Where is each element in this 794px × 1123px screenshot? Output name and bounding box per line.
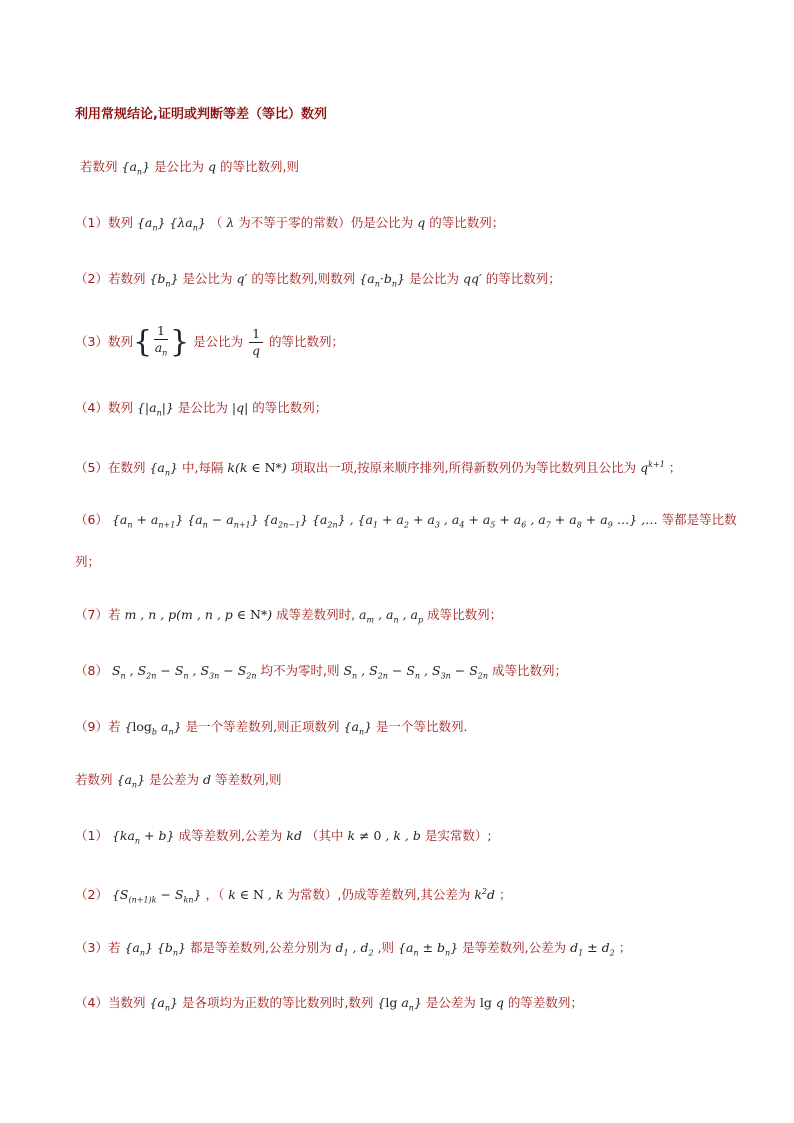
geo-item-1: （1）数列 $\{a_n\}$ $\{\lambda a_n\}$ （ λ 为不等于零的常数）仍是公比为 q 的等比数列； [75,215,505,233]
geo-item-6-cont: 列； [75,554,101,569]
ari-item-3: （3）若 $\{a_n\}$ $\{b_n\}$ 都是等差数列,公差分别为 $d_1$ , $d_2$ ,则 $\{a_n \pm b_n\}$ 是等差数列,公差为 $d_1 \pm d_2$ ； [75,940,632,958]
fraction-1-over-q: $\frac{1}{q}$ [249,326,263,359]
geo-item-6: （6） $\{a_n + a_{n+1}\} \{a_n - a_{n+1}\}$ $\{a_{2n-1}\}$ $\{a_{2n}\}$ , {$a_1 + a_2 + a_3$ , $a_4 + a_5 + a_6$ , $a_7 + a_8 + a_9$ …} ,… 等都是等比数 [75,512,737,530]
geometric-intro: 若数列 $\{a_n\}$ 是公比为 q 的等比数列,则 [80,159,299,177]
geo-item-4: （4）数列 $\{|a_n|\}$ 是公比为 |q| 的等比数列； [75,400,328,418]
geo-item-7: （7）若 m , n , p(m , n , p ∈ N*) 成等差数列时, $a_m$ , $a_n$ , $a_p$ 成等比数列； [75,607,503,625]
ari-item-2: （2） $\{S_{(n+1)k} - S_{kn}\}$ ，（ k ∈ N , k 为常数）,仍成等差数列,其公差为 $k^2d$ ； [75,887,512,905]
geo-item-3: （3）数列{ $\frac{1}{a_n}$ } 是公比为 $\frac{1}{q}$ 的等比数列； [75,322,734,363]
geo-item-5: （5）在数列 $\{a_n\}$ 中,每隔 k(k ∈ N*) 项取出一项,按原来顺序排列,所得新数列仍为等比数列且公比为 $q^{k+1}$ ； [75,460,682,478]
ari-item-4: （4）当数列 $\{a_n\}$ 是各项均为正数的等比数列时,数列 {lg $a_n$} 是公差为 lg q 的等差数列； [75,995,583,1013]
section-title: 利用常规结论,证明或判断等差（等比）数列 [75,107,327,122]
geo-item-8: （8） $S_n$ , $S_{2n} - S_n$ , $S_{3n} - S_{2n}$ 均不为零时,则 $S_n$ , $S_{2n} - S_n$ , $S_{3n} - S_{2n}$ 成等比数列； [75,663,568,681]
ari-item-1: （1） $\{ka_n + b\}$ 成等差数列,公差为 kd （其中 k ≠ 0 , k , b 是实常数）; [75,828,492,846]
arithmetic-intro: 若数列 $\{a_n\}$ 是公差为 d 等差数列,则 [75,772,282,790]
fraction-1-over-an: $\frac{1}{a_n}$ [154,323,168,358]
geo-item-9: （9）若 {$\log_b$ $a_n$} 是一个等差数列,则正项数列 $\{a_n\}$ 是一个等比数列． [75,719,477,737]
geo-item-2: （2）若数列 $\{b_n\}$ 是公比为 q′ 的等比数列,则数列 $\{a_n\cdot b_n\}$ 是公比为 qq′ 的等比数列； [75,271,561,289]
